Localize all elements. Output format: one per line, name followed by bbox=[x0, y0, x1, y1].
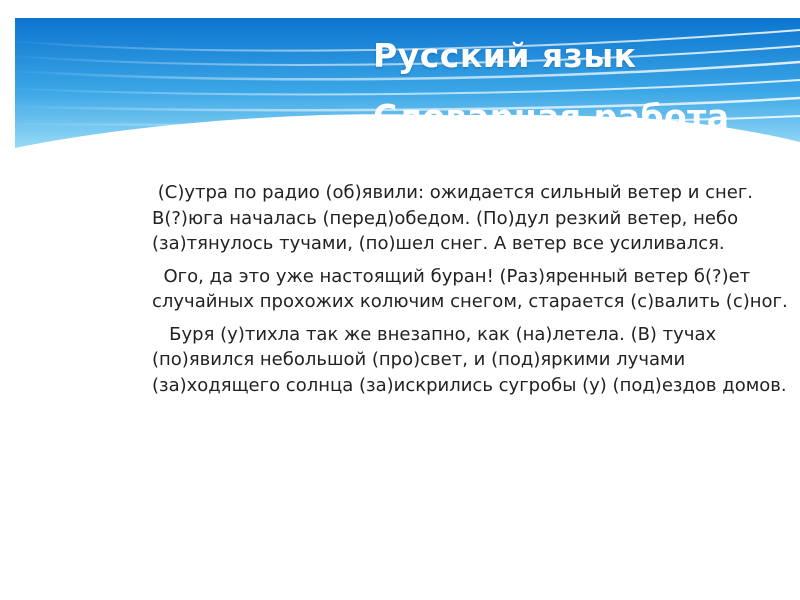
slide-header-banner bbox=[0, 0, 800, 150]
slide-subtitle: Словарная работа bbox=[373, 97, 730, 136]
paragraph-2: Ого, да это уже настоящий буран! (Раз)яренный ветер б(?)ет случайных прохожих колючим снегом, старается (с)валить (с)ног. bbox=[152, 265, 788, 312]
slide-title: Русский язык bbox=[373, 36, 637, 75]
dictation-text bbox=[152, 180, 792, 405]
paragraph-1: (С)утра по радио (об)явили: ожидается сильный ветер и снег. В(?)юга началась (перед)обедом. (По)дул резкий ветер, небо (за)тянулось тучами, (по)шел снег. А ветер все усиливался. bbox=[152, 182, 759, 254]
paragraph-3: Буря (у)тихла так же внезапно, как (на)летела. (В) тучах (по)явился небольшой (про)свет, и (под)яркими лучами (за)ходящего солнца (за)искрились сугробы (у) (под)ездов домов. bbox=[152, 323, 787, 396]
